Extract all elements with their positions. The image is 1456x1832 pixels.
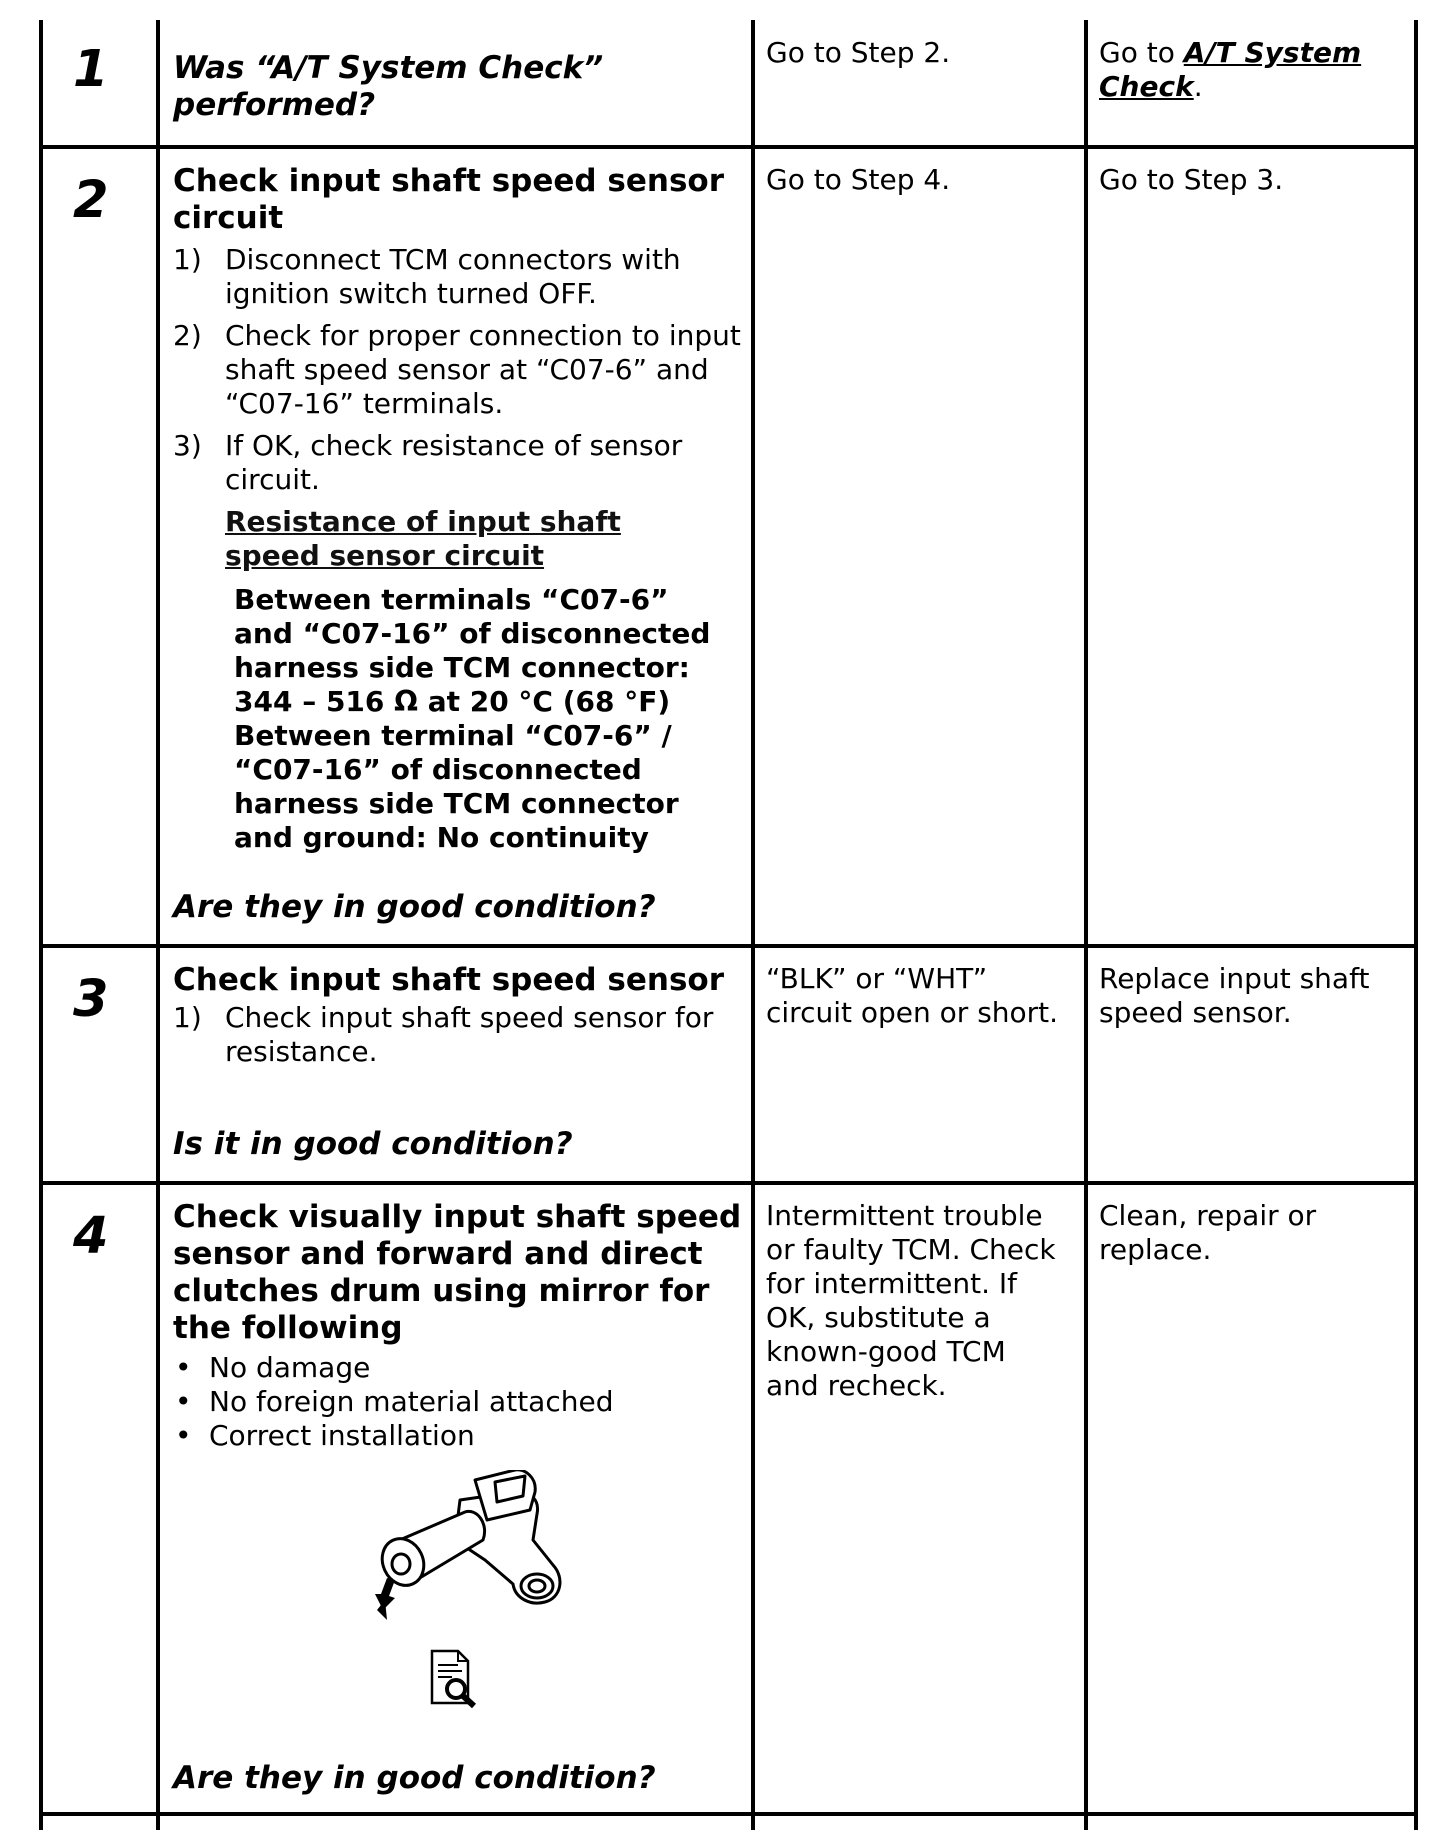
step-cell <box>43 948 157 1181</box>
step-number: 1 <box>73 40 109 99</box>
table-row <box>39 149 1418 944</box>
table-row <box>39 20 1418 145</box>
no-suffix: . <box>1193 70 1203 103</box>
substep-text: Check for proper connection to input shaft speed sensor at “C07-6” and “C07-16” terminals. <box>225 319 741 420</box>
list-item: • Correct installation <box>173 1419 751 1453</box>
question-text: Are they in good condition? <box>173 1760 656 1796</box>
substep-number: 2) <box>173 319 202 352</box>
action-title: Was “A/T System Check” performed? <box>173 50 604 123</box>
speed-sensor-illustration <box>365 1470 575 1630</box>
check-list <box>173 1351 751 1453</box>
yes-text: Go to Step 2. <box>766 36 951 69</box>
spec-line: harness side TCM connector: <box>234 651 690 684</box>
no-prefix: Go to <box>1099 36 1184 69</box>
spec-line: Between terminals “C07-6” <box>234 583 669 616</box>
substep-number: 1) <box>173 1001 202 1034</box>
no-text <box>1099 36 1414 104</box>
action-title: Check input shaft speed sensor circuit <box>173 163 724 236</box>
question-text: Are they in good condition? <box>173 889 656 925</box>
no-cell <box>1088 1185 1414 1812</box>
action-cell <box>160 149 751 944</box>
spec-line: 344 – 516 Ω at 20 °C (68 °F) <box>234 685 671 718</box>
substep-text: If OK, check resistance of sensor circuit. <box>225 429 683 496</box>
table-row <box>39 1185 1418 1812</box>
spec-body <box>234 583 751 855</box>
substep-text: Disconnect TCM connectors with ignition switch turned OFF. <box>225 243 681 310</box>
no-cell <box>1088 149 1414 944</box>
document-magnifier-icon <box>428 1649 478 1709</box>
substep-text: Check input shaft speed sensor for resistance. <box>225 1001 714 1068</box>
yes-text: Intermittent trouble or faulty TCM. Check for intermittent. If OK, substitute a known-good TCM and recheck. <box>766 1199 1056 1402</box>
table-row <box>39 948 1418 1181</box>
yes-cell <box>755 20 1084 145</box>
no-cell <box>1088 948 1414 1181</box>
action-title: Check input shaft speed sensor <box>173 962 724 998</box>
step-cell <box>43 20 157 145</box>
no-text: Clean, repair or replace. <box>1099 1199 1317 1266</box>
substep-list <box>173 243 751 497</box>
list-item: • No foreign material attached <box>173 1385 751 1419</box>
no-text: Go to Step 3. <box>1099 163 1284 196</box>
action-title: Check visually input shaft speed sensor and forward and direct clutches drum using mirror for the following <box>173 1199 742 1346</box>
substep-item <box>173 1001 751 1069</box>
spec-line: and ground: No continuity <box>234 821 649 854</box>
action-cell <box>160 1185 751 1812</box>
substep-number: 3) <box>173 429 202 462</box>
diagnostic-table <box>39 0 1418 1830</box>
substep-item <box>173 319 751 421</box>
no-cell <box>1088 20 1414 145</box>
substep-item <box>173 243 751 311</box>
spec-line: harness side TCM connector <box>234 787 679 820</box>
action-cell <box>160 948 751 1181</box>
step-number: 2 <box>73 171 109 230</box>
list-item: • No damage <box>173 1351 751 1385</box>
table-border-bottom <box>39 1812 1418 1816</box>
substep-item <box>173 429 751 497</box>
yes-text: “BLK” or “WHT” circuit open or short. <box>766 962 1059 1029</box>
yes-text: Go to Step 4. <box>766 163 951 196</box>
substep-list <box>173 1001 751 1069</box>
step-number: 3 <box>73 970 109 1029</box>
action-cell <box>160 20 751 145</box>
step-cell <box>43 149 157 944</box>
yes-cell <box>755 948 1084 1181</box>
yes-cell <box>755 149 1084 944</box>
yes-cell <box>755 1185 1084 1812</box>
spec-line: and “C07-16” of disconnected <box>234 617 711 650</box>
system-check-link[interactable]: A/T System Check <box>1099 36 1362 103</box>
question-text: Is it in good condition? <box>173 1126 573 1162</box>
no-text: Replace input shaft speed sensor. <box>1099 962 1370 1029</box>
step-number: 4 <box>73 1207 109 1266</box>
step-cell <box>43 1185 157 1812</box>
substep-number: 1) <box>173 243 202 276</box>
spec-line: “C07-16” of disconnected <box>234 753 642 786</box>
spec-heading: Resistance of input shaft speed sensor circuit <box>225 505 621 572</box>
spec-line: Between terminal “C07-6” / <box>234 719 672 752</box>
